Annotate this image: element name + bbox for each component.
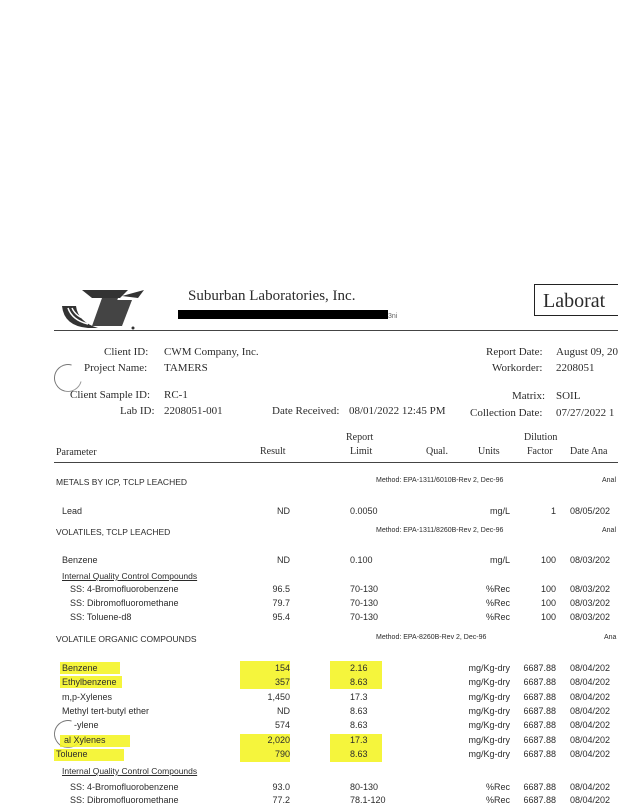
company-logo-icon: [58, 286, 144, 332]
row-parameter: Methyl tert-butyl ether: [62, 706, 150, 716]
qc-subheading: Internal Quality Control Compounds: [62, 766, 198, 776]
row-date: 08/04/202: [570, 749, 611, 759]
row-limit: 70-130: [350, 612, 379, 622]
row-date: 08/04/202: [570, 720, 611, 730]
row-parameter: Lead: [62, 506, 83, 516]
row-dil: 100: [540, 555, 556, 565]
client-id: CWM Company, Inc.: [164, 346, 259, 358]
row-dil: 6687.88: [523, 795, 556, 805]
section-method: Method: EPA-8260B-Rev 2, Dec-96: [376, 634, 487, 641]
row-parameter: Ethylbenzene: [62, 677, 117, 687]
row-dil: 100: [540, 612, 556, 622]
row-units: %Rec: [485, 795, 510, 805]
col-qual: Qual.: [426, 446, 448, 457]
row-limit: 8.63: [350, 706, 368, 716]
row-dil: 100: [540, 598, 556, 608]
row-units: mg/Kg-dry: [468, 720, 510, 730]
col-date-analyzed: Date Ana: [570, 446, 608, 457]
client-id-label: Client ID:: [104, 346, 149, 358]
row-parameter: SS: Dibromofluoromethane: [70, 795, 179, 805]
row-limit: 17.3: [350, 692, 368, 702]
section-analyst: Ana: [604, 634, 617, 641]
row-parameter: Benzene: [62, 663, 98, 673]
row-limit: 78.1-120: [350, 795, 386, 805]
matrix-label: Matrix:: [512, 390, 545, 402]
row-dil: 6687.88: [523, 692, 556, 702]
row-units: %Rec: [485, 612, 510, 622]
redaction-suffix: 3ni: [388, 313, 398, 320]
row-result: ND: [277, 555, 290, 565]
row-limit: 8.63: [350, 749, 368, 759]
row-parameter: SS: 4-Bromofluorobenzene: [70, 782, 179, 792]
section-analyst: Anal: [602, 527, 617, 534]
date-received: 08/01/2022 12:45 PM: [349, 405, 446, 417]
client-sample-id: RC-1: [164, 389, 188, 401]
row-units: mg/L: [489, 506, 510, 516]
row-date: 08/04/202: [570, 706, 611, 716]
report-date: August 09, 20: [556, 346, 618, 358]
row-limit: 17.3: [350, 735, 368, 745]
redaction-bar: [178, 310, 388, 319]
row-limit: 0.0050: [350, 506, 378, 516]
section-title: METALS BY ICP, TCLP LEACHED: [56, 477, 188, 487]
row-result: ND: [277, 706, 290, 716]
col-dilution-factor: Factor: [527, 446, 553, 457]
row-dil: 100: [540, 584, 556, 594]
project-name-label: Project Name:: [84, 362, 148, 374]
row-result: 1,450: [267, 692, 290, 702]
row-result: 79.7: [272, 598, 290, 608]
row-result: 93.0: [272, 782, 290, 792]
collection-date-label: Collection Date:: [470, 407, 543, 419]
row-date: 08/05/202: [570, 506, 611, 516]
row-parameter: -ylene: [74, 720, 99, 730]
row-dil: 6687.88: [523, 749, 556, 759]
row-units: mg/Kg-dry: [468, 677, 510, 687]
row-dil: 6687.88: [523, 720, 556, 730]
lab-id-label: Lab ID:: [120, 405, 155, 417]
qc-subheading: Internal Quality Control Compounds: [62, 571, 198, 581]
col-report-limit: Limit: [350, 446, 373, 457]
section-analyst: Anal: [602, 477, 617, 484]
row-limit: 8.63: [350, 677, 368, 687]
lab-id: 2208051-001: [164, 405, 223, 417]
row-parameter: m,p-Xylenes: [62, 692, 113, 702]
row-date: 08/03/202: [570, 612, 611, 622]
row-units: mg/Kg-dry: [468, 735, 510, 745]
row-dil: 6687.88: [523, 677, 556, 687]
section-method: Method: EPA-1311/8260B-Rev 2, Dec-96: [376, 527, 504, 534]
workorder: 2208051: [556, 362, 595, 374]
row-units: %Rec: [485, 598, 510, 608]
section-title: VOLATILES, TCLP LEACHED: [56, 527, 171, 537]
row-result: 96.5: [272, 584, 290, 594]
row-units: mg/Kg-dry: [468, 692, 510, 702]
row-parameter: SS: 4-Bromofluorobenzene: [70, 584, 179, 594]
collection-date: 07/27/2022 1: [556, 407, 615, 419]
row-result: 574: [274, 720, 290, 730]
row-result: 2,020: [267, 735, 290, 745]
row-limit: 2.16: [350, 663, 368, 673]
row-units: mg/Kg-dry: [468, 749, 510, 759]
section-title: VOLATILE ORGANIC COMPOUNDS: [56, 634, 197, 644]
company-name: Suburban Laboratories, Inc.: [188, 288, 356, 304]
row-date: 08/03/202: [570, 598, 611, 608]
section-method: Method: EPA-1311/6010B-Rev 2, Dec-96: [376, 477, 504, 484]
row-date: 08/03/202: [570, 584, 611, 594]
row-date: 08/04/202: [570, 795, 611, 805]
row-date: 08/04/202: [570, 663, 611, 673]
row-dil: 6687.88: [523, 735, 556, 745]
row-result: 95.4: [272, 612, 290, 622]
row-units: %Rec: [485, 782, 510, 792]
row-parameter: SS: Dibromofluoromethane: [70, 598, 179, 608]
row-parameter: Toluene: [56, 749, 88, 759]
row-date: 08/03/202: [570, 555, 611, 565]
table-header-divider: [54, 462, 618, 463]
row-date: 08/04/202: [570, 735, 611, 745]
report-title-box: Laborat: [534, 284, 618, 316]
row-date: 08/04/202: [570, 692, 611, 702]
row-result: ND: [277, 506, 290, 516]
row-units: %Rec: [485, 584, 510, 594]
row-limit: 70-130: [350, 598, 379, 608]
date-received-label: Date Received:: [272, 405, 340, 417]
header-divider: [54, 330, 618, 331]
row-parameter: SS: Toluene-d8: [70, 612, 132, 622]
row-units: mg/L: [489, 555, 510, 565]
report-date-label: Report Date:: [486, 346, 543, 358]
client-sample-label: Client Sample ID:: [70, 389, 151, 401]
row-date: 08/04/202: [570, 782, 611, 792]
row-result: 154: [274, 663, 290, 673]
row-result: 357: [274, 677, 290, 687]
project-name: TAMERS: [164, 362, 208, 374]
col-report-top: Report: [346, 432, 374, 443]
col-units: Units: [478, 446, 500, 457]
col-parameter: Parameter: [56, 447, 97, 458]
row-date: 08/04/202: [570, 677, 611, 687]
row-units: mg/Kg-dry: [468, 706, 510, 716]
col-result: Result: [260, 446, 286, 457]
row-result: 77.2: [272, 795, 290, 805]
matrix: SOIL: [556, 390, 581, 402]
row-result: 790: [274, 749, 290, 759]
row-limit: 0.100: [350, 555, 373, 565]
col-dilution-top: Dilution: [524, 432, 558, 443]
row-units: mg/Kg-dry: [468, 663, 510, 673]
workorder-label: Workorder:: [492, 362, 543, 374]
row-limit: 70-130: [350, 584, 379, 594]
row-dil: 6687.88: [523, 706, 556, 716]
row-parameter: Benzene: [62, 555, 98, 565]
row-dil: 6687.88: [523, 782, 556, 792]
row-dil: 6687.88: [523, 663, 556, 673]
row-parameter: al Xylenes: [64, 735, 106, 745]
row-dil: 1: [550, 506, 556, 516]
row-limit: 80-130: [350, 782, 379, 792]
row-limit: 8.63: [350, 720, 368, 730]
